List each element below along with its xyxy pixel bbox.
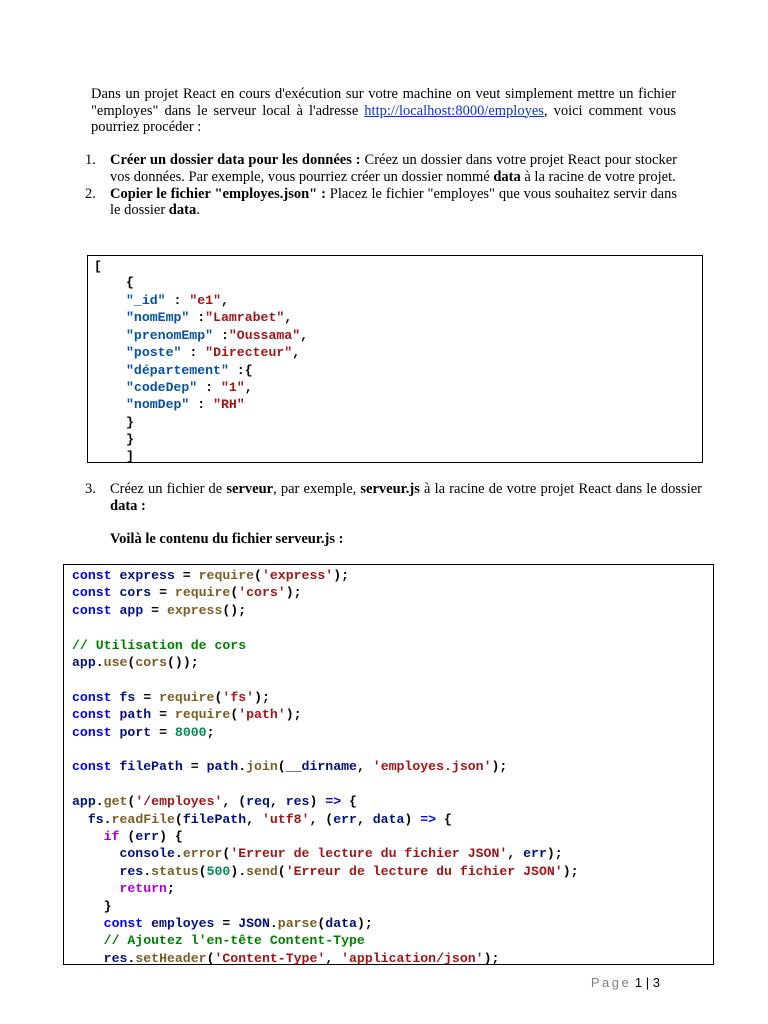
code-token: require (174, 707, 231, 723)
server-file-subtitle: Voilà le contenu du fichier serveur.js : (110, 531, 344, 547)
code-token: ( (230, 585, 239, 601)
json-open-bracket: [ (94, 259, 102, 274)
code-token: 'cors' (238, 585, 286, 601)
code-token: employes (143, 916, 215, 931)
code-token: err (135, 829, 160, 844)
code-token: const (72, 602, 112, 618)
code-token: JSON (238, 916, 270, 931)
code-token: . (127, 950, 136, 966)
code-line (72, 584, 302, 601)
step-text: , par exemple, (273, 481, 361, 497)
code-token: res (285, 794, 310, 810)
json-value: "RH" (213, 397, 245, 413)
code-token: => (420, 811, 437, 827)
code-token (72, 916, 104, 931)
json-close-bracket: ] (126, 449, 134, 464)
code-token: return (119, 881, 167, 897)
json-value: "Lamrabet" (205, 310, 285, 326)
json-value: "e1" (189, 293, 221, 308)
code-token: ( (127, 655, 136, 670)
code-token: data (372, 811, 405, 827)
code-token: err (333, 811, 357, 827)
code-token (72, 829, 104, 844)
code-token (72, 881, 119, 896)
code-token: 'fs' (222, 689, 255, 705)
code-line (72, 793, 357, 810)
step-number: 1. (85, 152, 96, 168)
code-token: = (182, 759, 207, 775)
step-number: 3. (85, 481, 96, 497)
code-token: ); (491, 759, 508, 775)
json-separator: : (189, 397, 214, 413)
code-line (72, 898, 112, 915)
code-line (72, 567, 349, 584)
code-comment: // Utilisation de cors (72, 637, 247, 653)
code-token: ; (166, 881, 175, 897)
code-token: filePath (182, 811, 247, 827)
code-line (72, 845, 563, 862)
code-token: express (166, 602, 223, 618)
code-token: ( (317, 916, 326, 931)
code-token: status (151, 863, 199, 879)
code-token: use (103, 655, 128, 670)
code-line (72, 637, 246, 654)
code-token: , (507, 846, 524, 862)
code-token: = (174, 568, 199, 583)
code-token: ( (254, 568, 262, 583)
code-token: app (72, 655, 96, 670)
code-token: ); (285, 585, 302, 601)
json-field-line (126, 396, 245, 413)
code-line (72, 811, 452, 828)
code-token: . (269, 916, 278, 931)
step-bold: serveur (226, 481, 274, 497)
step-heading: Créer un dossier data pour les données : (110, 152, 361, 168)
step-text: à la racine de votre projet React dans le dossier (419, 481, 702, 497)
json-separator: : (165, 293, 190, 308)
json-field-line (126, 327, 308, 344)
code-line (72, 689, 270, 706)
code-token: join (246, 759, 278, 775)
code-token: = (214, 916, 239, 931)
code-token: ( (206, 950, 215, 966)
code-token: __dirname (285, 759, 357, 775)
code-line (72, 932, 365, 949)
localhost-link[interactable]: http://localhost:8000/employes (364, 102, 544, 119)
code-token: ( (277, 863, 286, 879)
code-token: ); (333, 568, 350, 583)
code-token: ). (230, 863, 247, 879)
step-text: . (196, 202, 200, 219)
code-line (72, 828, 183, 845)
code-line (72, 654, 199, 671)
steps-list (85, 152, 677, 219)
code-token: '/employes' (135, 794, 223, 810)
json-value: "1" (220, 380, 245, 395)
page-footer (591, 975, 660, 990)
json-separator: : (213, 327, 229, 343)
code-token: ( (277, 759, 286, 775)
code-token: } (72, 898, 112, 914)
code-token: = (151, 707, 175, 723)
code-token: express (111, 568, 175, 583)
code-token: res (103, 950, 128, 966)
json-close-brace: } (126, 432, 134, 447)
code-token (72, 846, 119, 861)
code-token: ; (206, 724, 215, 740)
json-key: "prenomEmp" (126, 327, 214, 343)
json-field-line (126, 309, 292, 326)
json-code-block (87, 255, 703, 463)
intro-text: Dans un projet React en cours d'exécution sur votre machine on veut simplement mettre un fichier "employes" dans le serveur local à l'adresse (91, 86, 676, 119)
code-token: . (95, 794, 104, 810)
json-field-line (126, 292, 229, 309)
code-token (72, 812, 88, 827)
code-token: ); (562, 863, 579, 879)
json-comma: , (220, 293, 229, 308)
code-token: const (103, 916, 144, 931)
json-comma: , (300, 327, 309, 343)
code-token (72, 951, 104, 966)
step-text: Placez le fichier "employes" que vous souhaitez servir dans le dossier (110, 185, 677, 219)
code-token: 'Erreur de lecture du fichier JSON' (285, 863, 563, 879)
code-line (72, 724, 214, 741)
page-separator: | (645, 975, 650, 990)
code-token: app (72, 794, 96, 810)
code-token: const (72, 689, 112, 705)
code-token: parse (277, 916, 318, 931)
code-token: cors (135, 655, 167, 670)
code-token: const (72, 568, 112, 583)
json-key: "_id" (126, 293, 166, 308)
code-token: require (174, 585, 231, 601)
code-token: req (246, 794, 270, 810)
intro-paragraph (91, 86, 676, 136)
code-token: = (135, 689, 160, 705)
code-token: ( (198, 863, 207, 879)
step-bold: data : (110, 497, 146, 514)
code-line (72, 863, 579, 880)
code-token: send (246, 863, 278, 879)
json-value: "Directeur" (205, 345, 293, 361)
code-token: , (356, 811, 373, 827)
code-token: ) { (159, 829, 183, 844)
code-token: get (103, 794, 128, 810)
json-separator: : (181, 345, 206, 361)
code-line (72, 950, 499, 967)
step-2 (85, 186, 677, 220)
step-number: 2. (85, 185, 96, 202)
code-token: data (325, 916, 357, 931)
code-token: require (198, 568, 255, 583)
json-comma: , (284, 310, 293, 326)
step-bold: data (493, 168, 521, 185)
code-token: 8000 (174, 724, 207, 740)
code-token: port (111, 724, 152, 740)
code-token: = (151, 724, 175, 740)
json-field-line (126, 362, 253, 379)
code-token: = (151, 585, 175, 601)
code-token: , ( (309, 811, 334, 827)
code-token: path (206, 759, 239, 775)
code-token: . (143, 863, 152, 879)
json-value: "Oussama" (228, 327, 301, 343)
code-token: ); (285, 707, 302, 723)
code-token: , (246, 811, 262, 827)
code-token: const (72, 724, 112, 740)
code-token: ()); (167, 655, 199, 670)
code-token: . (103, 811, 112, 827)
step-3 (85, 481, 702, 515)
json-key: "département" (126, 362, 229, 378)
code-token: = (143, 602, 167, 618)
json-open-brace: { (126, 275, 134, 290)
code-token: ); (483, 950, 500, 966)
code-token: ) (404, 811, 421, 827)
step-text: à la racine de votre projet. (520, 168, 676, 185)
intro-text-end: , voici comment vous pourriez procéder : (91, 102, 676, 135)
step-bold: data (168, 202, 197, 219)
step-1 (85, 152, 677, 186)
code-token: . (174, 846, 183, 862)
step-text: Créez un fichier de (110, 481, 227, 497)
page-current: 1 (634, 975, 643, 990)
code-token: . (95, 655, 104, 670)
code-token (72, 864, 119, 879)
code-token: const (72, 585, 112, 601)
code-token: ( (127, 794, 136, 810)
page-label: Page (590, 975, 632, 990)
code-token: 'express' (261, 568, 334, 583)
code-token: { (436, 811, 452, 827)
json-key: "nomDep" (126, 397, 190, 413)
json-close-brace: } (126, 415, 134, 430)
json-field-line (126, 379, 253, 396)
code-token: err (523, 846, 547, 862)
code-token: 'application/json' (341, 950, 484, 966)
code-token: const (72, 759, 112, 775)
code-token: ); (356, 916, 373, 931)
code-line (72, 706, 302, 723)
code-token: readFile (111, 811, 175, 827)
code-token: res (119, 863, 144, 879)
code-token: setHeader (135, 950, 207, 966)
json-field-line (126, 344, 300, 361)
code-token: ); (254, 689, 270, 705)
code-token: 'path' (238, 707, 286, 723)
json-key: "nomEmp" (126, 310, 190, 326)
code-line (72, 915, 373, 932)
code-token: app (111, 602, 144, 618)
code-line (72, 602, 246, 619)
code-token: fs (87, 811, 104, 827)
code-token: filePath (111, 759, 183, 775)
code-token: path (111, 707, 152, 723)
code-token: , (356, 759, 373, 775)
code-line (72, 880, 175, 897)
code-comment: // Ajoutez l'en-tête Content-Type (72, 933, 365, 949)
code-token: error (182, 846, 223, 862)
server-code-block (63, 564, 714, 965)
json-separator: : (189, 310, 206, 326)
code-token: ); (546, 846, 563, 862)
json-separator: :{ (228, 362, 253, 378)
code-token: , (269, 794, 286, 810)
code-token: => (325, 794, 342, 810)
code-token: const (72, 707, 112, 723)
step-heading: Copier le fichier "employes.json" : (110, 185, 326, 202)
code-token: ( (222, 846, 231, 862)
json-separator: : (197, 380, 221, 395)
code-token: console (119, 846, 175, 862)
code-token: 'Erreur de lecture du fichier JSON' (230, 846, 508, 862)
code-token: 'Content-Type' (214, 950, 326, 966)
page-total: 3 (652, 975, 660, 990)
json-key: "poste" (126, 345, 182, 361)
code-token: cors (111, 585, 152, 601)
code-token: ) (309, 794, 326, 810)
code-token: ( (174, 811, 183, 827)
code-token: ( (214, 689, 223, 705)
json-comma: , (244, 380, 253, 395)
step-text: Créez un dossier dans votre projet React pour stocker vos données. Par exemple, vous pourriez créer un dossier nommé (110, 152, 677, 185)
json-key: "codeDep" (126, 380, 198, 395)
code-token: . (238, 759, 247, 775)
code-token: 500 (206, 863, 231, 879)
code-token: { (341, 794, 357, 810)
code-token: (); (222, 602, 247, 618)
code-token: , (325, 950, 342, 966)
code-token: , ( (222, 794, 247, 810)
code-token: 'utf8' (261, 811, 310, 827)
json-comma: , (292, 345, 301, 361)
code-token: require (159, 689, 215, 705)
code-token: ( (230, 707, 239, 723)
code-token: ( (119, 829, 136, 844)
code-token: if (103, 829, 120, 844)
step-bold: serveur.js (360, 481, 420, 497)
code-token: fs (111, 689, 136, 705)
code-line (72, 758, 507, 775)
code-token: 'employes.json' (372, 759, 492, 775)
